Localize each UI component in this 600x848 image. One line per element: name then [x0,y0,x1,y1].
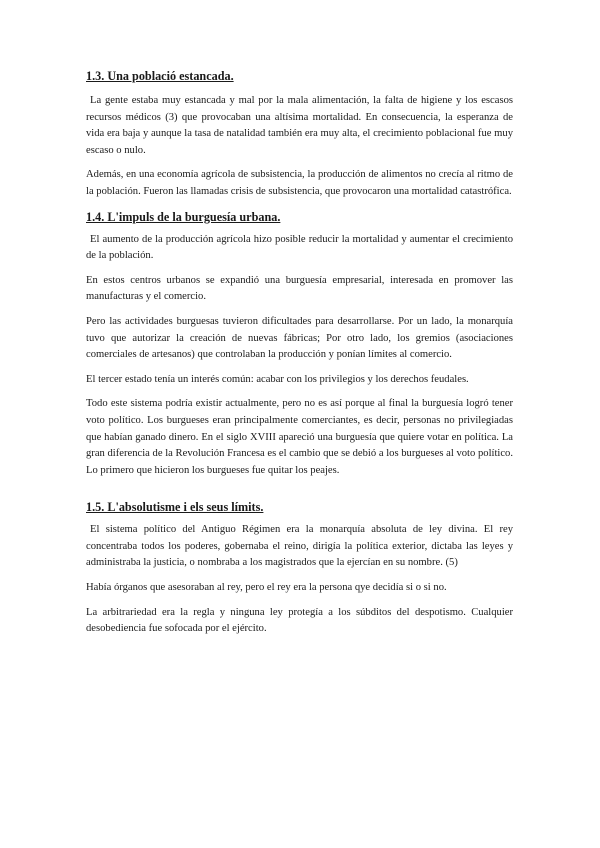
paragraph: Todo este sistema podría existir actualmente, pero no es así porque al final la burguesía logró tener voto político. Los burgueses eran principalmente comerciantes, es decir, personas no privilegiadas que habían ganado dinero. En el siglo XVIII apareció una burguesía que quiere votar en política. La gran diferencia de la Revolución Francesa es el cambio que se debió a los burgueses al voto político. Lo primero que hicieron los burgueses fue quitar los peajes. [86,398,513,476]
paragraph: En estos centros urbanos se expandió una burguesía empresarial, interesada en promover las manufacturas y el comercio. [86,274,513,303]
paragraph: La gente estaba muy estancada y mal por la mala alimentación, la falta de higiene y los escasos recursos médicos (3) que provocaban una altísima mortalidad. En consecuencia, la esperanza de vida era baja y aunque la tasa de natalidad también era muy alta, el crecimiento poblacional fue muy escaso o nulo. [86,95,513,156]
section-heading-1-5: 1.5. L'absolutisme i els seus límits. [86,500,264,515]
paragraph: La arbitrariedad era la regla y ninguna ley protegía a los súbditos del despotismo. Cualquier desobediencia fue sofocada por el ejército. [86,606,513,635]
paragraph: Había órganos que asesoraban al rey, pero el rey era la persona qye decidía si o si no. [86,582,447,594]
paragraph: El sistema político del Antiguo Régimen era la monarquía absoluta de ley divina. El rey concentraba todos los poderes, gobernaba el reino, dirigía la política exterior, dictaba las leyes y administraba la justicia, o nombraba a los magistrados que la ejercían en su nombre. (5) [86,524,513,569]
paragraph: Además, en una economía agrícola de subsistencia, la producción de alimentos no crecía al ritmo de la población. Fueron las llamadas crisis de subsistencia, que provocaron una mortalidad catastrófica. [86,169,513,197]
paragraph: Pero las actividades burguesas tuvieron dificultades para desarrollarse. Por un lado, la monarquía tuvo que autorizar la creación de nuevas fábricas; Por otro lado, los gremios (asociaciones comerciales de artesanos) que controlaban la producción y ponían límites al comercio. [86,315,513,361]
paragraph: El aumento de la producción agrícola hizo posible reducir la mortalidad y aumentar el crecimiento de la población. [86,233,513,262]
section-heading-1-4: 1.4. L'impuls de la burguesía urbana. [86,209,281,224]
section-heading-1-3: 1.3. Una població estancada. [86,69,234,83]
paragraph: El tercer estado tenía un interés común: acabar con los privilegios y los derechos feudales. [86,373,469,385]
document-body [86,68,513,646]
